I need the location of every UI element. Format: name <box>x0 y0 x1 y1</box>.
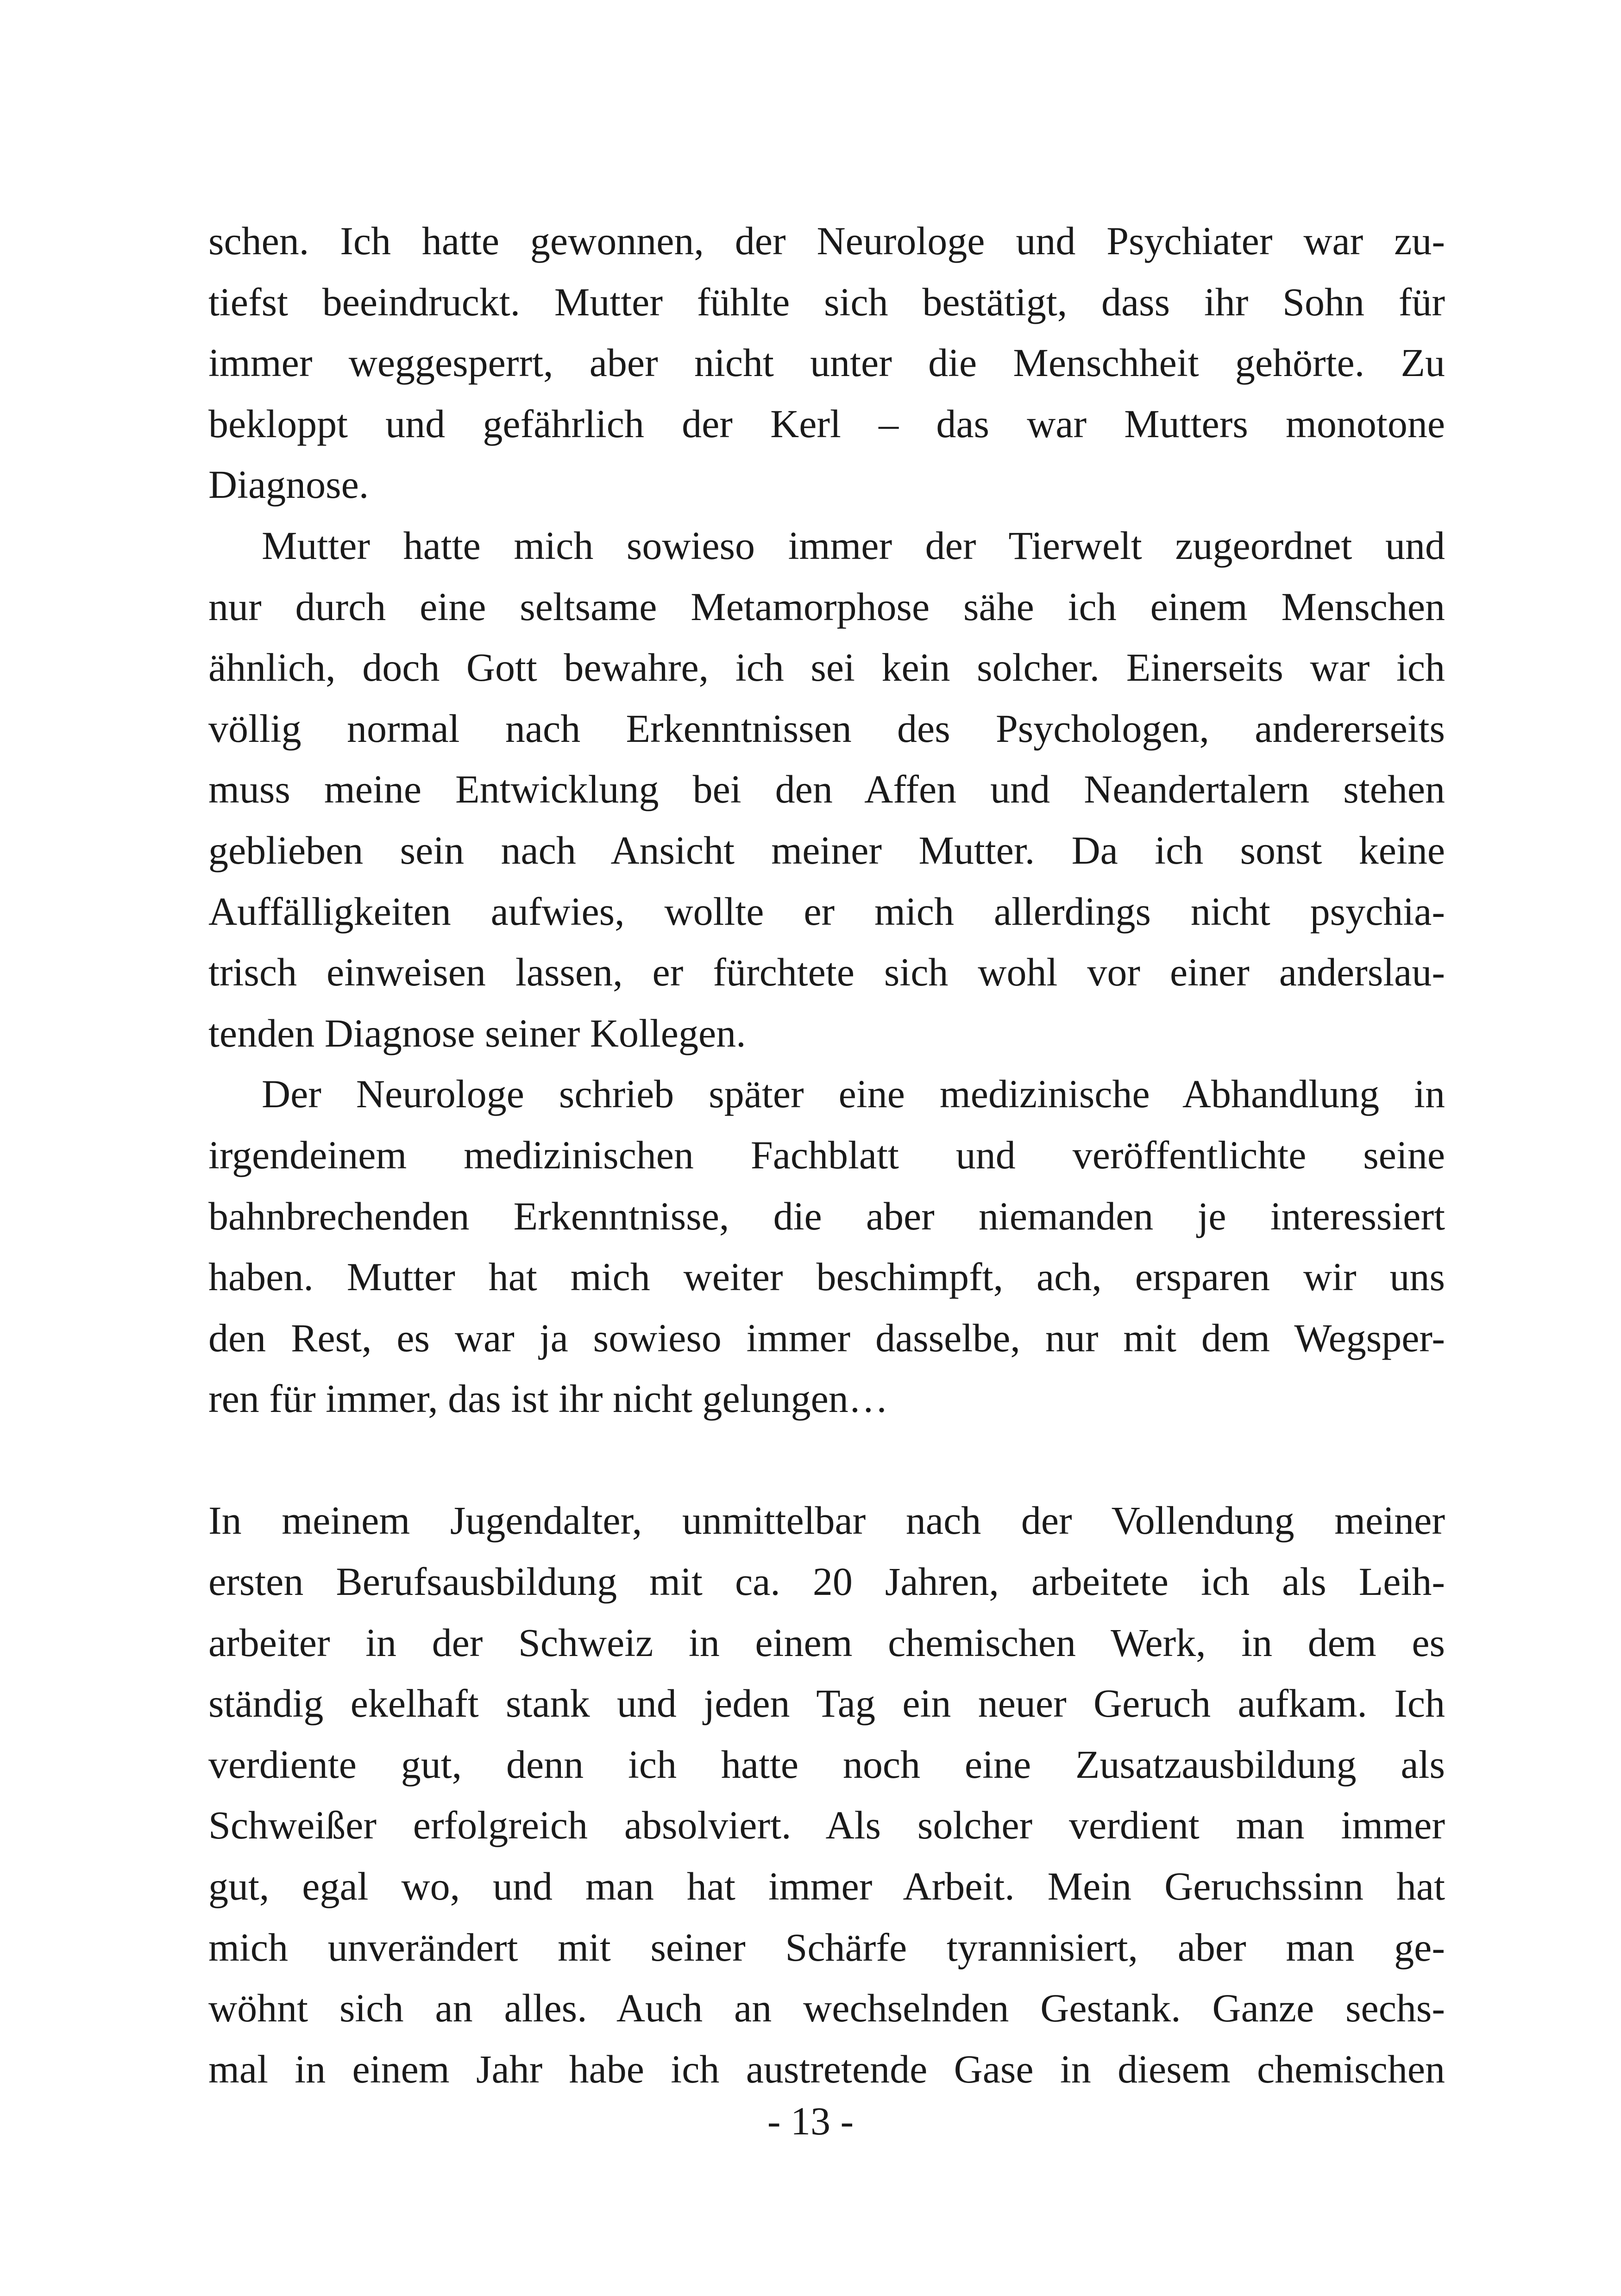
text-line: Auffälligkeiten aufwies, wollte er mich allerdings nicht psychia- <box>208 889 1445 934</box>
text-line: tiefst beeindruckt. Mutter fühlte sich bestätigt, dass ihr Sohn für <box>208 279 1445 324</box>
text-line: geblieben sein nach Ansicht meiner Mutter. Da ich sonst keine <box>208 828 1445 872</box>
text-line: tenden Diagnose seiner Kollegen. <box>208 1010 746 1055</box>
text-line: ständig ekelhaft stank und jeden Tag ein neuer Geruch aufkam. Ich <box>208 1681 1445 1726</box>
paragraph <box>208 1064 1445 1430</box>
paragraph <box>208 515 1445 1064</box>
text-line: ren für immer, das ist ihr nicht gelungen… <box>208 1376 888 1421</box>
text-line: den Rest, es war ja sowieso immer dasselbe, nur mit dem Wegsper- <box>208 1315 1445 1360</box>
text-line: mal in einem Jahr habe ich austretende Gase in diesem chemischen <box>208 2046 1445 2091</box>
text-line: wöhnt sich an alles. Auch an wechselnden Gestank. Ganze sechs- <box>208 1986 1445 2031</box>
text-line: gut, egal wo, und man hat immer Arbeit. Mein Geruchssinn hat <box>208 1864 1445 1909</box>
text-line: trisch einweisen lassen, er fürchtete sich wohl vor einer anderslau- <box>208 950 1445 995</box>
text-line: mich unverändert mit seiner Schärfe tyrannisiert, aber man ge- <box>208 1925 1445 1970</box>
text-line: Mutter hatte mich sowieso immer der Tierwelt zugeordnet und <box>262 523 1445 568</box>
text-line: Der Neurologe schrieb später eine medizinische Abhandlung in <box>262 1072 1445 1117</box>
text-line: irgendeinem medizinischen Fachblatt und veröffentlichte seine <box>208 1132 1445 1177</box>
text-line: arbeiter in der Schweiz in einem chemischen Werk, in dem es <box>208 1620 1445 1665</box>
text-line: schen. Ich hatte gewonnen, der Neurologe und Psychiater war zu- <box>208 219 1445 263</box>
text-line: haben. Mutter hat mich weiter beschimpft, ach, ersparen wir uns <box>208 1255 1445 1299</box>
text-line: völlig normal nach Erkenntnissen des Psychologen, andererseits <box>208 706 1445 751</box>
page-number: - 13 - <box>767 2099 854 2143</box>
paragraph <box>208 1490 1445 2100</box>
text-line: muss meine Entwicklung bei den Affen und Neandertalern stehen <box>208 767 1445 812</box>
paragraph <box>208 211 1445 515</box>
text-line: immer weggesperrt, aber nicht unter die Menschheit gehörte. Zu <box>208 340 1445 385</box>
page-body <box>208 211 1445 2100</box>
text-line: In meinem Jugendalter, unmittelbar nach der Vollendung meiner <box>208 1498 1445 1543</box>
text-line: ersten Berufsausbildung mit ca. 20 Jahren, arbeitete ich als Leih- <box>208 1559 1445 1604</box>
text-line: verdiente gut, denn ich hatte noch eine Zusatzausbildung als <box>208 1742 1445 1787</box>
text-line: Schweißer erfolgreich absolviert. Als solcher verdient man immer <box>208 1803 1445 1848</box>
text-line: Diagnose. <box>208 462 369 507</box>
paragraph-gap <box>208 1430 1445 1491</box>
text-line: ähnlich, doch Gott bewahre, ich sei kein solcher. Einerseits war ich <box>208 645 1445 690</box>
text-line: bekloppt und gefährlich der Kerl – das war Mutters monotone <box>208 401 1445 446</box>
text-line: nur durch eine seltsame Metamorphose sähe ich einem Menschen <box>208 584 1445 629</box>
text-line: bahnbrechenden Erkenntnisse, die aber niemanden je interessiert <box>208 1193 1445 1238</box>
